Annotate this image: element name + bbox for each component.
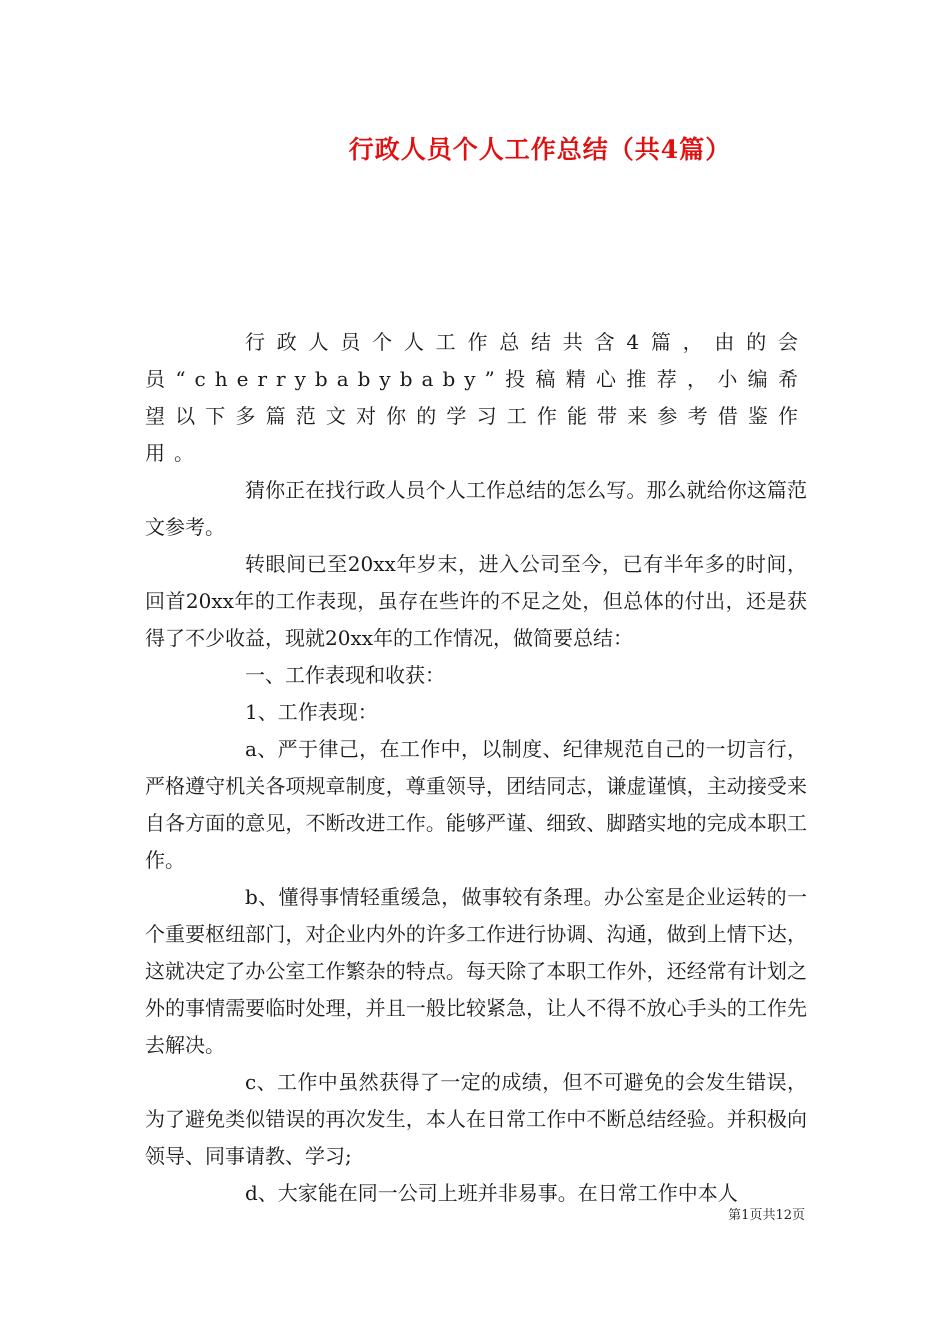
document-body xyxy=(145,324,807,1212)
page-number: 第1页共12页 xyxy=(728,1208,805,1223)
paragraph-item-a: a、严于律己，在工作中，以制度、纪律规范自己的一切言行，严格遵守机关各项规章制度，尊重领导，团结同志，谦虚谨慎，主动接受来自各方面的意见，不断改进工作。能够严谨、细致、脚踏实地的完成本职工作。 xyxy=(145,737,807,872)
paragraph-year-review: 转眼间已至20xx年岁末，进入公司至今，已有半年多的时间，回首20xx年的工作表现，虽存在些许的不足之处，但总体的付出，还是获得了不少收益，现就20xx年的工作情况，做简要总结： xyxy=(145,552,807,650)
paragraph-item-b: b、懂得事情轻重缓急，做事较有条理。办公室是企业运转的一个重要枢纽部门，对企业内外的许多工作进行协调、沟通，做到上情下达，这就决定了办公室工作繁杂的特点。每天除了本职工作外，还经常有计划之外的事情需要临时处理，并且一般比较紧急，让人不得不放心手头的工作先去解决。 xyxy=(145,885,807,1057)
heading-work-performance: 1、工作表现： xyxy=(245,700,378,724)
paragraph-item-d: d、大家能在同一公司上班并非易事。在日常工作中本人 xyxy=(245,1181,738,1205)
paragraph-item-c: c、工作中虽然获得了一定的成绩，但不可避免的会发生错误，为了避免类似错误的再次发生，本人在日常工作中不断总结经验。并积极向领导、同事请教、学习; xyxy=(145,1070,807,1168)
paragraph-intro: 行政人员个人工作总结共含4篇，由的会员“cherrybabybaby”投稿精心推荐，小编希望以下多篇范文对你的学习工作能带来参考借鉴作用。 xyxy=(145,330,807,465)
document-title: 行政人员个人工作总结（共4篇） xyxy=(348,135,732,164)
paragraph-guess: 猜你正在找行政人员个人工作总结的怎么写。那么就给你这篇范文参考。 xyxy=(145,478,807,539)
heading-section-one: 一、工作表现和收获： xyxy=(245,663,445,687)
